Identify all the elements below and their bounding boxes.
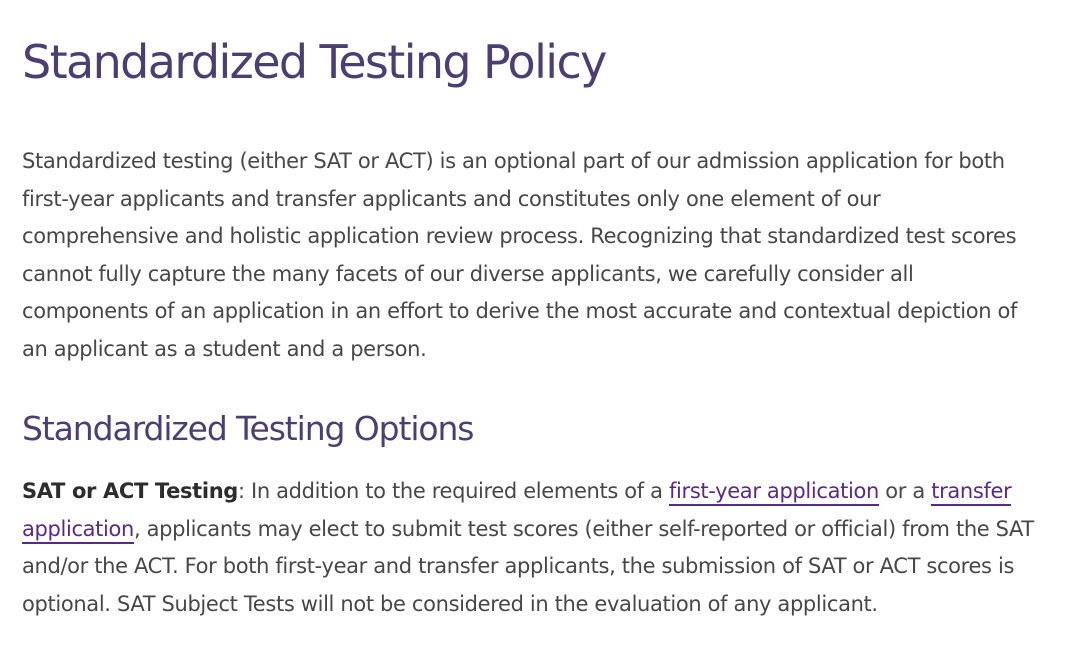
text-after-links: , applicants may elect to submit test scores (either self-reported or official) from the SAT and/or the ACT. For both first-year and transfer applicants, the submission of SAT or ACT scores is optional. SAT Subject Tests will not be considered in the evaluation of any applicant.: [22, 516, 1034, 616]
page-title: Standardized Testing Policy: [22, 35, 606, 89]
options-paragraph: [22, 473, 1040, 623]
transfer-application-link[interactable]: transfer application: [22, 479, 1011, 544]
sat-act-testing-label: SAT or ACT Testing: [22, 479, 238, 503]
intro-paragraph: Standardized testing (either SAT or ACT) is an optional part of our admission application for both first-year applicants and transfer applicants and constitutes only one element of our comprehensive and holistic application review process. Recognizing that standardized test scores cannot fully capture the many facets of our diverse applicants, we carefully consider all components of an application in an effort to derive the most accurate and contextual depiction of an applicant as a student and a person.: [22, 149, 1018, 361]
first-year-application-link[interactable]: first-year application: [669, 479, 879, 506]
options-section-heading: Standardized Testing Options: [22, 409, 474, 448]
text-between-links: or a: [878, 479, 932, 503]
text-before-link: : In addition to the required elements of a: [237, 479, 670, 503]
